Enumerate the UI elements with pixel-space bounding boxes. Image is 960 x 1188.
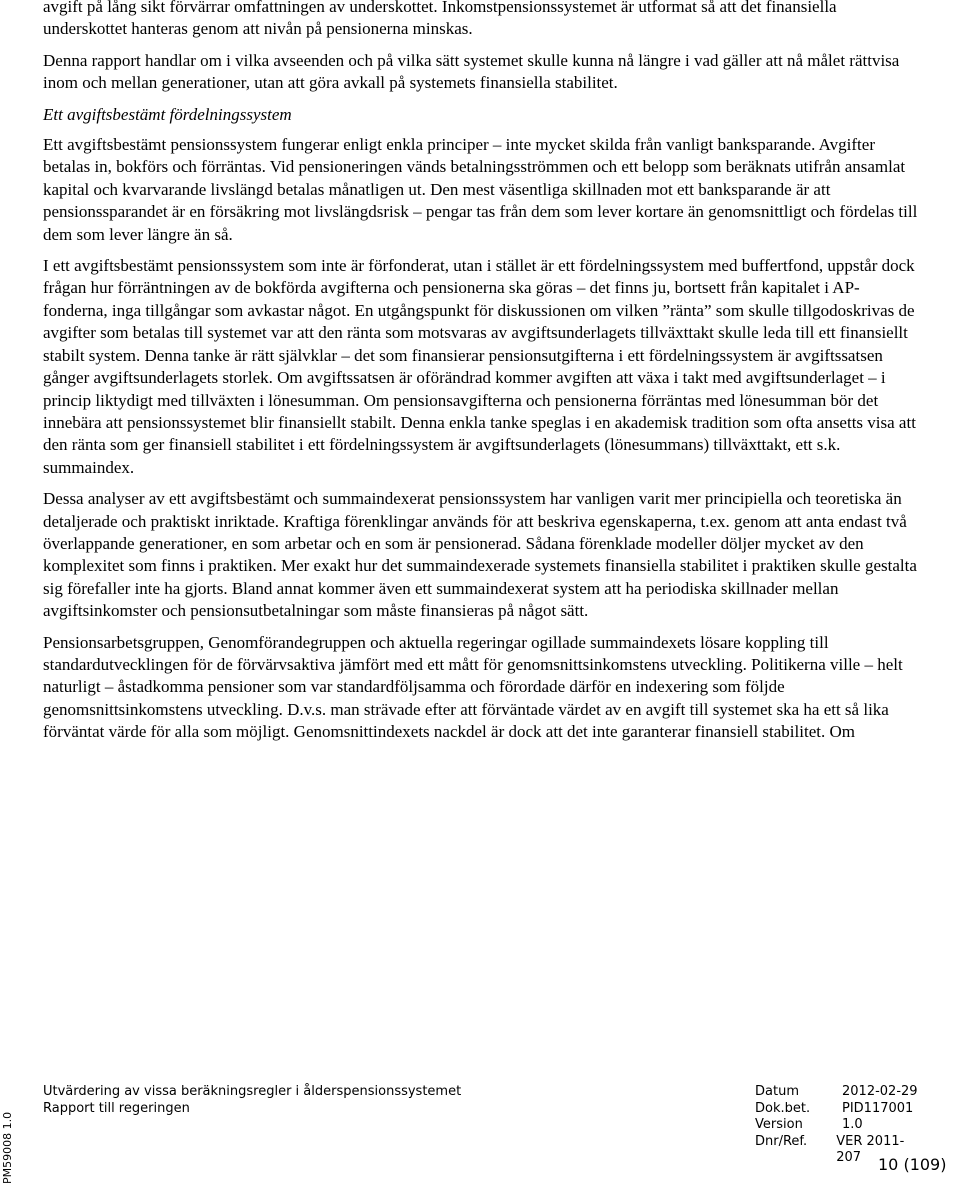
document-body xyxy=(43,0,923,753)
meta-value: VER 2011-207 xyxy=(836,1133,905,1165)
footer-subtitle: Rapport till regeringen xyxy=(43,1100,190,1116)
paragraph-5: Pensionsarbetsgruppen, Genomförandegruppen och aktuella regeringar ogillade summaindexets lösare koppling till standardutvecklingen för de förvärvsaktiva jämfört med ett mått för genomsnittsinkomstens utveckling. Politikerna ville – helt naturligt – åstadkomma pensioner som var standardföljsamma och förordade därför en indexering som följde genomsnittsinkomstens utveckling. D.v.s. man strävade efter att förväntade värdet av en avgift till systemet ska ha ett så lika förväntat värde för alla som möjligt. Genomsnittindexets nackdel är dock att det inte garanterar finansiell stabilitet. Om xyxy=(43,632,903,742)
meta-key: Version xyxy=(755,1117,803,1132)
meta-row-document-id xyxy=(755,1101,923,1118)
meta-key: Dnr/Ref. xyxy=(755,1133,808,1149)
meta-row-date xyxy=(755,1084,923,1101)
meta-key: Datum xyxy=(755,1084,799,1099)
paragraph-0: avgift på lång sikt förvärrar omfattningen av underskottet. Inkomstpensionssystemet är utformat så att det finansiella underskottet hanteras genom att nivån på pensionerna minskas. xyxy=(43,0,837,39)
meta-value: 1.0 xyxy=(842,1117,863,1132)
footer-document-title xyxy=(43,1084,461,1117)
meta-value: PID117001 xyxy=(842,1100,914,1116)
paragraph-3: I ett avgiftsbestämt pensionssystem som inte är förfonderat, utan i stället är ett fördelningssystem med buffertfond, uppstår dock frågan hur förräntningen av de bokförda avgifterna och pensionerna ska göras – det finns ju, bortsett från kapitalet i AP-fonderna, inga tillgångar som avkastar något. En utgångspunkt för diskussionen om vilken ”ränta” som skulle tillgodoskrivas de avgifter som betalas till systemet var att den ränta som motsvaras av avgiftsunderlagets tillväxttakt skulle leda till ett finansiellt stabilt system. Denna tanke är rätt självklar – det som finansierar pensionsutgifterna i ett fördelningssystem är avgiftssatsen gånger avgiftsunderlagets storlek. Om avgiftssatsen är oförändrad kommer avgiften att växa i takt med avgiftsunderlaget – i princip liktydigt med tillväxten i lönesumman. Om pensionsavgifterna och pensionerna förräntas med lönesumman bör det innebära att pensionssystemet blir finansiellt stabilt. Denna enkla tanke speglas i en akademisk tradition som ofta ansetts visa att den ränta som ger finansiell stabilitet i ett fördelningssystem är avgiftsunderlagets (lönesummans) tillväxttakt, ett s.k. summaindex. xyxy=(43,256,916,477)
paragraph-2: Ett avgiftsbestämt pensionssystem fungerar enligt enkla principer – inte mycket skilda från vanligt banksparande. Avgifter betalas in, bokförs och förräntas. Vid pensioneringen vänds betalningsströmmen och ett belopp som beräknats utifrån ansamlat kapital och kvarvarande livslängd betalas månatligen ut. Den mest väsentliga skillnaden mot ett banksparande är att pensionssparandet är en försäkring mot livslängdsrisk – pengar tas från dem som lever kortare än genomsnittligt och fördelas till dem som lever längre än så. xyxy=(43,135,918,244)
paragraph-1: Denna rapport handlar om i vilka avseenden och på vilka sätt systemet skulle kunna nå längre i vad gäller att nå målet rättvisa inom och mellan generationer, utan att göra avkall på systemets finansiella stabilitet. xyxy=(43,50,900,93)
meta-row-version xyxy=(755,1117,923,1134)
meta-value: 2012-02-29 xyxy=(842,1084,918,1099)
page-number: 10 (109) xyxy=(878,1155,947,1174)
meta-key: Dok.bet. xyxy=(755,1100,811,1116)
paragraph-4: Dessa analyser av ett avgiftsbestämt och summaindexerat pensionssystem har vanligen varit mer principiella och teoretiska än detaljerade och praktiskt inriktade. Kraftiga förenklingar används för att beskriva egenskaperna, t.ex. genom att anta endast två överlappande generationer, en som arbetar och en som är pensionerad. Sådana förenklade modeller döljer mycket av den komplexitet som finns i praktiken. Mer exakt hur det summaindexerade systemets finansiella stabilitet i praktiken skulle gestalta sig förefaller inte ha gjorts. Bland annat kommer även ett summaindexerat system att ha periodiska skillnader mellan avgiftsinkomster och pensionsutbetalningar som måste finansieras på något sätt. xyxy=(43,489,917,621)
footer-title: Utvärdering av vissa beräkningsregler i ålderspensionssystemet xyxy=(43,1084,462,1099)
section-heading: Ett avgiftsbestämt fördelningssystem xyxy=(43,104,292,124)
template-side-label: PM59008 1.0 xyxy=(1,1111,14,1184)
